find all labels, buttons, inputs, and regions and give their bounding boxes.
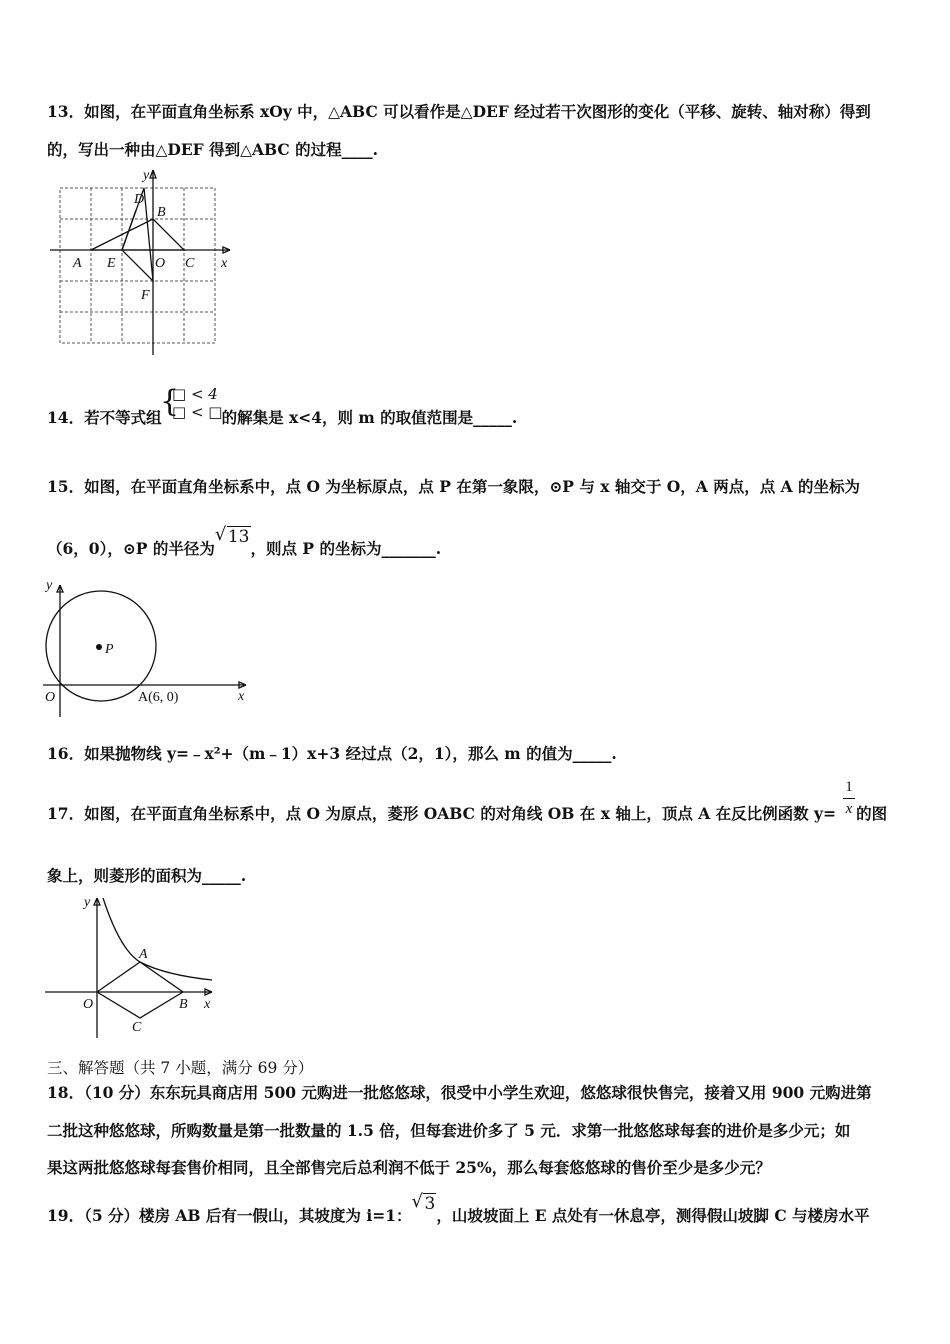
q14-sys-top: □ < 4 bbox=[172, 385, 218, 403]
q17-label-B: B bbox=[179, 997, 188, 1012]
q15-line2-b: ，则点 P 的坐标为_______. bbox=[250, 539, 442, 558]
q17-label-y: y bbox=[84, 895, 91, 910]
q16-line: 16．如果抛物线 y=﹣x²+（m﹣1）x+3 经过点（2，1），那么 m 的值为_____. bbox=[47, 744, 617, 763]
q15-label-x: x bbox=[238, 689, 245, 704]
q13-label-B: B bbox=[157, 205, 166, 220]
q15-label-A: A(6, 0) bbox=[138, 690, 179, 705]
q13-grid-figure bbox=[40, 165, 240, 360]
q13-label-x: x bbox=[221, 256, 228, 271]
q17-line1 bbox=[47, 804, 887, 824]
q17-frac-num: 1 bbox=[845, 779, 853, 795]
q13-label-y: y bbox=[143, 168, 150, 183]
q15-label-y: y bbox=[46, 578, 53, 593]
q14-inequality-system: { □ < 4 □ < □ bbox=[160, 384, 223, 421]
q13-label-A: A bbox=[73, 256, 82, 271]
q17-fraction bbox=[843, 779, 855, 818]
q15-line1: 15．如图，在平面直角坐标系中，点 O 为坐标原点，点 P 在第一象限，⊙P 与 x 轴交于 O，A 两点，点 A 的坐标为 bbox=[47, 477, 861, 496]
q17-label-C: C bbox=[132, 1020, 142, 1035]
q18-line1: 18．（10 分）东东玩具商店用 500 元购进一批悠悠球，很受中小学生欢迎，悠悠球很快售完，接着又用 900 元购进第 bbox=[47, 1083, 872, 1102]
q17-line1-b: 的图 bbox=[856, 804, 888, 823]
q15-sqrt: √ 13 bbox=[214, 524, 250, 547]
q19-line1-a: 19．（5 分）楼房 AB 后有一假山，其坡度为 i=1： bbox=[47, 1206, 412, 1225]
q14-sys-bottom: □ < □ bbox=[172, 403, 223, 421]
q13-label-E: E bbox=[107, 256, 116, 271]
q13-line1: 13．如图，在平面直角坐标系 xOy 中，△ABC 可以看作是△DEF 经过若干次图形的变化（平移、旋转、轴对称）得到 bbox=[47, 102, 871, 121]
q14-line bbox=[47, 408, 517, 428]
q13-label-D: D bbox=[134, 192, 145, 207]
q19-line1 bbox=[47, 1191, 870, 1226]
q17-label-x: x bbox=[204, 997, 211, 1012]
q14-suffix: 的解集是 x<4，则 m 的取值范围是_____. bbox=[221, 408, 518, 427]
q13-label-C: C bbox=[185, 256, 195, 271]
q17-line1-a: 17．如图，在平面直角坐标系中，点 O 为原点，菱形 OABC 的对角线 OB 在 x 轴上，顶点 A 在反比例函数 y= bbox=[47, 804, 837, 823]
q17-line2: 象上，则菱形的面积为_____. bbox=[47, 866, 247, 885]
q15-label-P: P bbox=[105, 642, 114, 657]
q15-circle-figure bbox=[38, 575, 253, 720]
q17-frac-den: x bbox=[845, 801, 853, 817]
q17-rhombus-figure bbox=[40, 890, 220, 1040]
q13-label-O: O bbox=[155, 256, 166, 271]
section3-title: 三、解答题（共 7 小题，满分 69 分） bbox=[47, 1059, 314, 1077]
q18-line3: 果这两批悠悠球每套售价相同，且全部售完后总利润不低于 25%，那么每套悠悠球的售价至少是多少元？ bbox=[47, 1158, 771, 1177]
q19-line1-b: ，山坡坡面上 E 点处有一休息亭，测得假山坡脚 C 与楼房水平 bbox=[436, 1206, 870, 1225]
q15-radicand: 13 bbox=[227, 527, 250, 547]
q18-line2: 二批这种悠悠球，所购数量是第一批数量的 1.5 倍，但每套进价多了 5 元．求第一批悠悠球每套的进价是多少元；如 bbox=[47, 1121, 851, 1140]
q13-label-F: F bbox=[141, 288, 150, 303]
q14-prefix: 14．若不等式组 bbox=[47, 408, 162, 427]
q17-label-A: A bbox=[139, 947, 148, 962]
q13-line2: 的，写出一种由△DEF 得到△ABC 的过程____. bbox=[47, 140, 379, 159]
q19-radicand: 3 bbox=[424, 1194, 436, 1214]
q15-line2-a: （6，0），⊙P 的半径为 bbox=[47, 539, 215, 558]
q15-line2 bbox=[47, 524, 442, 559]
q15-label-O: O bbox=[45, 690, 56, 705]
q19-sqrt: √ 3 bbox=[411, 1191, 436, 1214]
q17-label-O: O bbox=[83, 997, 94, 1012]
